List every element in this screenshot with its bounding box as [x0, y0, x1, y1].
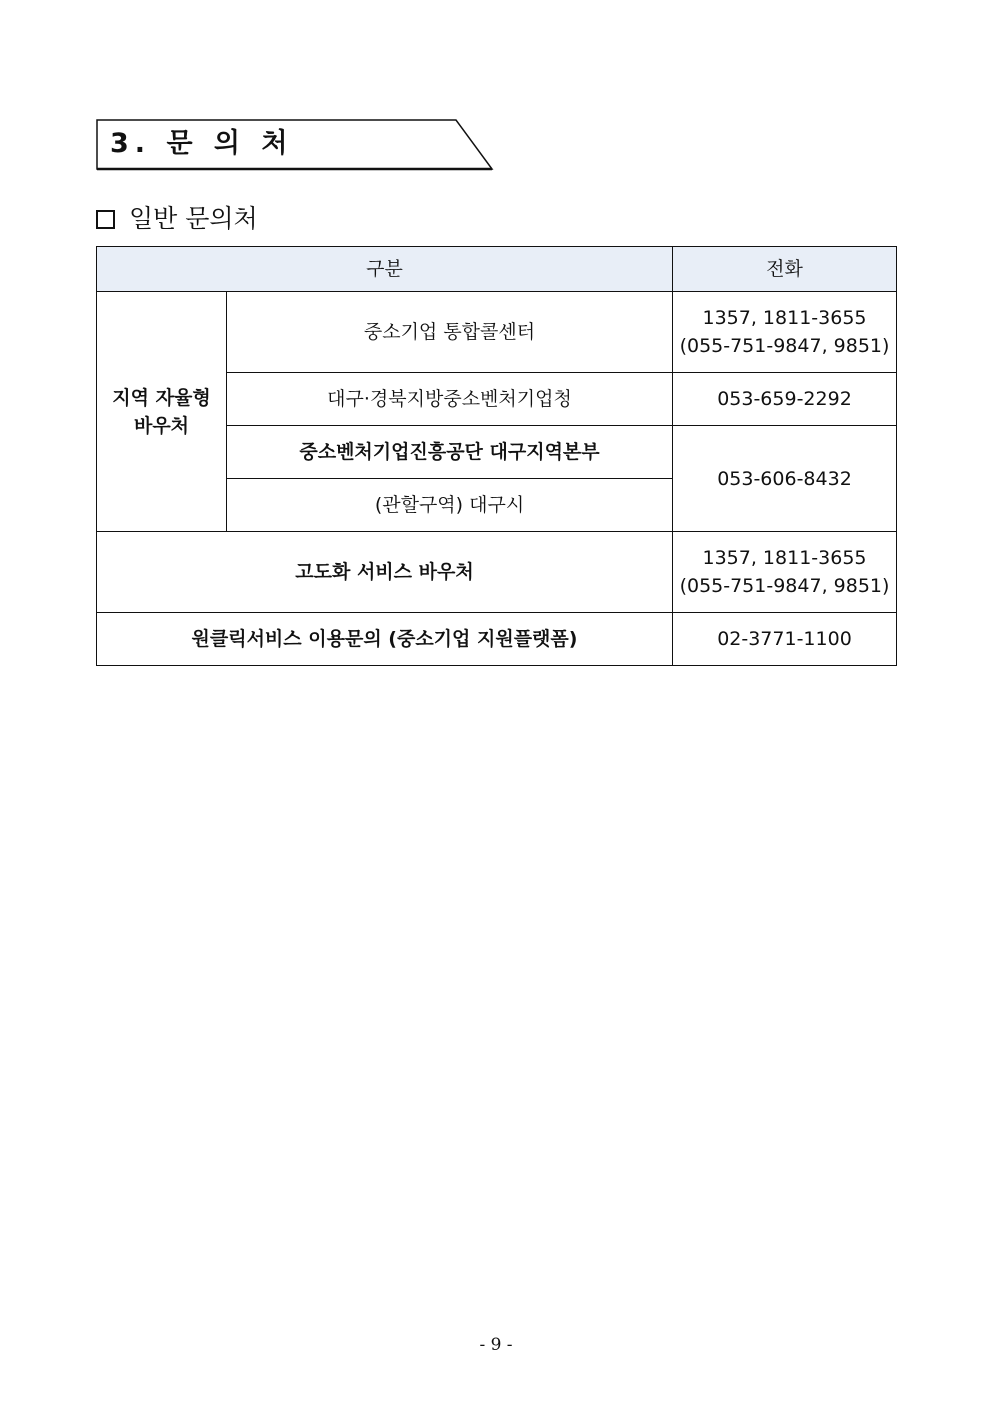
row-label: 고도화 서비스 바우처 — [97, 532, 673, 613]
row-label: 원클릭서비스 이용문의 (중소기업 지원플랫폼) — [97, 613, 673, 666]
group-label: 지역 자율형 바우처 — [97, 292, 227, 532]
row-label: 대구·경북지방중소벤처기업청 — [227, 373, 673, 426]
row-phone: 053-659-2292 — [673, 373, 897, 426]
header-phone: 전화 — [673, 247, 897, 292]
row-label: 중소기업 통합콜센터 — [227, 292, 673, 373]
row-phone: 1357, 1811-3655 (055-751-9847, 9851) — [673, 532, 897, 613]
section-title: 3. 문 의 처 — [110, 128, 294, 159]
table-row — [97, 532, 897, 613]
row-phone: 053-606-8432 — [673, 426, 897, 532]
row-label: (관할구역) 대구시 — [227, 479, 673, 532]
checkbox-icon — [96, 210, 115, 229]
contact-table — [96, 246, 897, 666]
row-phone: 02-3771-1100 — [673, 613, 897, 666]
row-phone: 1357, 1811-3655 (055-751-9847, 9851) — [673, 292, 897, 373]
subheading-text: 일반 문의처 — [129, 204, 258, 233]
row-label: 중소벤처기업진흥공단 대구지역본부 — [227, 426, 673, 479]
table-row — [97, 292, 897, 373]
subheading — [96, 203, 258, 235]
page-number: - 9 - — [479, 1335, 513, 1355]
header-category: 구분 — [97, 247, 673, 292]
table-header-row — [97, 247, 897, 292]
section-title-box — [96, 119, 494, 171]
table-row — [97, 613, 897, 666]
